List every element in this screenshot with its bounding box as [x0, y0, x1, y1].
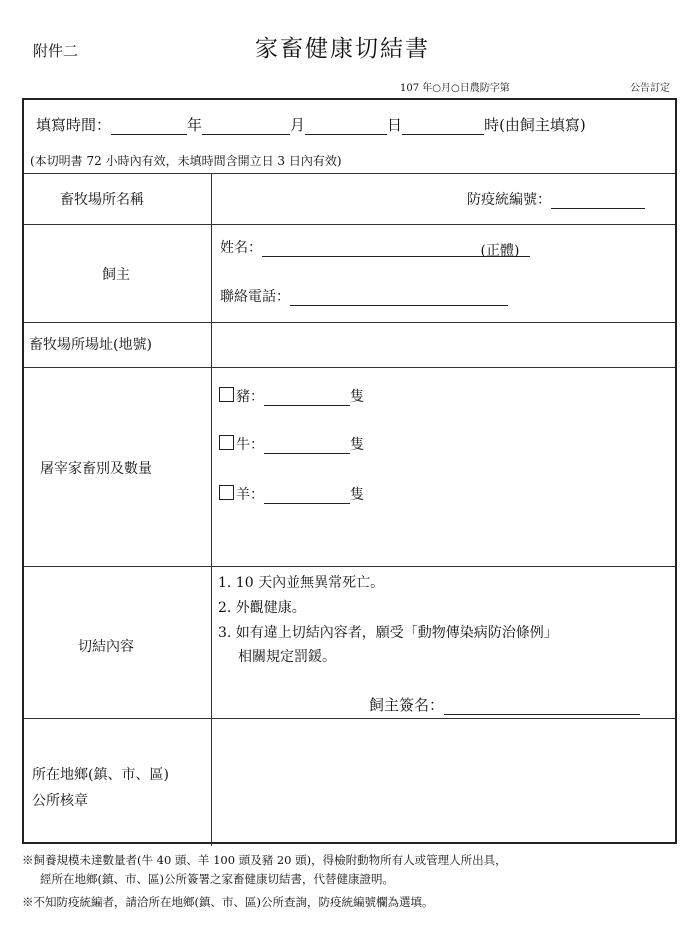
cattle-checkbox[interactable]	[219, 435, 234, 450]
declaration-form	[22, 98, 677, 844]
declaration-item-3: 3. 如有違上切結內容者，願受「動物傳染病防治條例」	[218, 625, 558, 641]
document-title: 家畜健康切結書	[255, 36, 430, 62]
cattle-label: 牛：	[236, 437, 264, 453]
pig-unit: 隻	[350, 389, 364, 405]
hour-label: 時(由飼主填寫)	[484, 116, 586, 134]
farm-address-field[interactable]	[216, 330, 671, 360]
row-divider	[24, 224, 675, 225]
cattle-unit: 隻	[350, 437, 364, 453]
month-label: 月	[290, 116, 306, 134]
farm-name-field[interactable]	[224, 189, 404, 209]
sheep-count-field[interactable]	[264, 487, 350, 504]
owner-label: 飼主	[102, 267, 130, 283]
footnote-1-line1: ※飼養規模未達數量者(牛 40 頭、羊 100 頭及豬 20 頭)，得檢附動物所有人或管理人所出具，	[22, 853, 507, 867]
pig-count-field[interactable]	[264, 389, 350, 406]
township-seal-area[interactable]	[216, 724, 671, 840]
livestock-pig-row	[219, 386, 364, 406]
row-divider	[24, 173, 675, 174]
owner-name-label: 姓名：	[220, 240, 262, 256]
phone-field[interactable]	[290, 289, 508, 306]
livestock-label: 屠宰家畜別及數量	[40, 461, 152, 477]
official-script-note: (正體)	[470, 240, 530, 257]
fill-time-label: 填寫時間：	[36, 116, 112, 134]
epidemic-code-row	[467, 189, 645, 209]
declaration-item-1: 1. 10 天內並無異常死亡。	[218, 575, 385, 591]
sheep-checkbox[interactable]	[219, 485, 234, 500]
signature-label: 飼主簽名：	[369, 696, 445, 714]
farm-address-label: 畜牧場所場址(地號)	[29, 337, 152, 353]
signature-field[interactable]	[444, 698, 640, 715]
day-label: 日	[387, 116, 403, 134]
sheep-label: 羊：	[236, 487, 264, 503]
epidemic-code-field[interactable]	[551, 192, 645, 209]
owner-name-row	[220, 237, 530, 257]
year-field[interactable]	[111, 118, 187, 135]
declaration-item-3-continued: 相關規定罰鍰。	[238, 649, 336, 665]
township-label-line2: 公所核章	[32, 793, 88, 809]
phone-label: 聯絡電話：	[220, 289, 290, 305]
declaration-label: 切結內容	[78, 639, 134, 655]
owner-phone-row	[220, 286, 508, 306]
row-divider	[24, 367, 675, 368]
footnote-2: ※不知防疫統編者，請洽所在地鄉(鎮、市、區)公所查詢，防疫統編號欄為選填。	[22, 895, 434, 909]
month-field[interactable]	[202, 118, 290, 135]
farm-name-label: 畜牧場所名稱	[60, 192, 144, 208]
epidemic-code-label: 防疫統編號：	[467, 192, 551, 208]
pig-label: 豬：	[236, 389, 264, 405]
pig-checkbox[interactable]	[219, 387, 234, 402]
fill-time-row	[36, 114, 586, 135]
livestock-cattle-row	[219, 434, 364, 454]
signature-row	[369, 694, 640, 715]
annex-label: 附件二	[33, 42, 79, 60]
declaration-item-2: 2. 外觀健康。	[218, 600, 306, 616]
row-divider	[24, 566, 675, 567]
township-label-line1: 所在地鄉(鎮、市、區)	[32, 767, 169, 783]
reference-note: 公告訂定	[630, 83, 670, 94]
livestock-sheep-row	[219, 484, 364, 504]
column-divider	[211, 173, 212, 846]
row-divider	[24, 718, 675, 719]
year-label: 年	[187, 116, 203, 134]
sheep-unit: 隻	[350, 487, 364, 503]
validity-note: (本切明書 72 小時內有效，未填時間含開立日 3 日內有效)	[30, 154, 342, 168]
hour-field[interactable]	[402, 118, 484, 135]
reference-number: 107 年○月○日農防字第	[400, 83, 510, 94]
owner-name-field[interactable]	[262, 240, 470, 257]
cattle-count-field[interactable]	[264, 437, 350, 454]
footnote-1-line2: 經所在地鄉(鎮、市、區)公所簽署之家畜健康切結書，代替健康證明。	[40, 872, 394, 886]
day-field[interactable]	[305, 118, 387, 135]
row-divider	[24, 322, 675, 323]
